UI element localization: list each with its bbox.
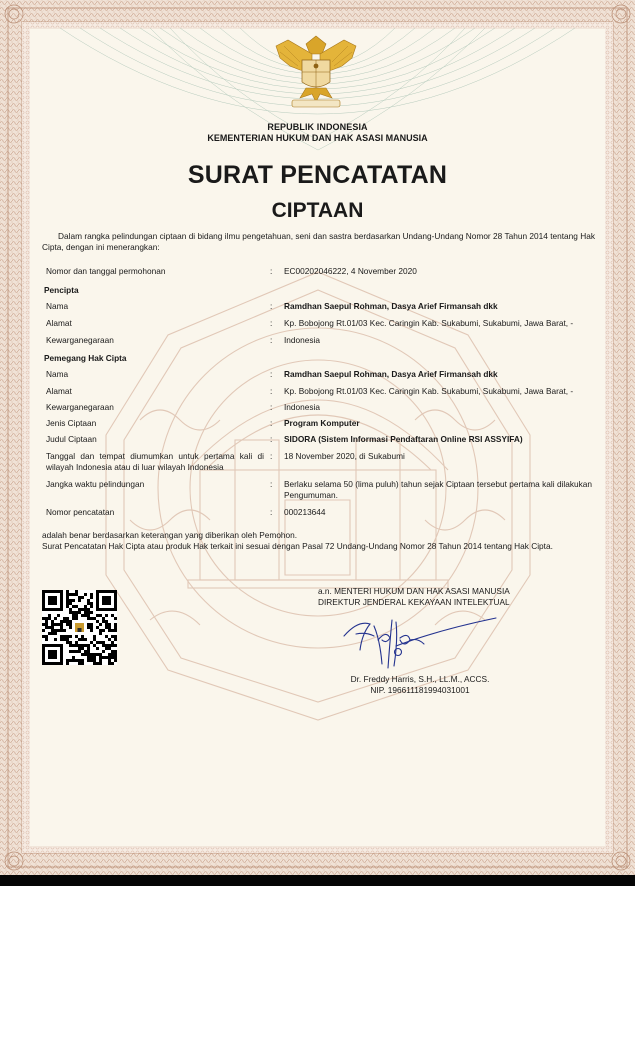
signatory-identity <box>300 674 540 696</box>
field-colon: : <box>270 369 273 379</box>
field-value: SIDORA (Sistem Informasi Pendaftaran Online RSI ASSYIFA) <box>284 434 523 444</box>
field-colon: : <box>270 301 273 311</box>
signatory-name: Dr. Freddy Harris, S.H., LL.M., ACCS. <box>350 674 490 684</box>
field-colon: : <box>270 335 273 345</box>
field-value: Indonesia <box>284 335 320 345</box>
field-value: Ramdhan Saepul Rohman, Dasya Arief Firmansah dkk <box>284 301 498 311</box>
document-subtitle: CIPTAAN <box>271 199 364 222</box>
qr-code[interactable] <box>42 590 117 665</box>
bottom-bar <box>0 875 635 886</box>
field-value: Program Komputer <box>284 418 360 428</box>
field-label: Jangka waktu pelindungan <box>46 479 145 489</box>
field-label: Kewarganegaraan <box>46 402 114 412</box>
field-colon: : <box>270 318 273 328</box>
header-republic: REPUBLIK INDONESIA <box>267 122 368 132</box>
field-colon: : <box>270 266 273 276</box>
field-label: Alamat <box>46 386 72 396</box>
field-colon: : <box>270 434 273 444</box>
intro-paragraph: Dalam rangka pelindungan ciptaan di bidang ilmu pengetahuan, seni dan sastra berdasarkan Undang-Undang Nomor 28 Tahun 2014 tentang Hak Cipta, dengan ini menerangkan: <box>42 231 595 252</box>
field-value: Indonesia <box>284 402 320 412</box>
field-value: Kp. Bobojong Rt.01/03 Kec. Caringin Kab. Sukabumi, Sukabumi, Jawa Barat, - <box>284 386 574 396</box>
field-colon: : <box>270 386 273 396</box>
field-value: Kp. Bobojong Rt.01/03 Kec. Caringin Kab. Sukabumi, Sukabumi, Jawa Barat, - <box>284 318 574 328</box>
field-value: 18 November 2020, di Sukabumi <box>284 451 405 461</box>
signature-icon <box>338 610 508 672</box>
signatory-title <box>318 586 510 608</box>
field-colon: : <box>270 418 273 428</box>
field-label: Nama <box>46 369 69 379</box>
field-colon: : <box>270 479 273 489</box>
closing-line-2: Surat Pencatatan Hak Cipta atau produk Hak terkait ini sesuai dengan Pasal 72 Undang-Undang Nomor 28 Tahun 2014 tentang Hak Cipta. <box>42 541 553 551</box>
closing-statement <box>42 530 602 552</box>
field-value: 000213644 <box>284 507 326 517</box>
field-label: Judul Ciptaan <box>46 434 97 444</box>
signatory-position: DIREKTUR JENDERAL KEKAYAAN INTELEKTUAL <box>318 597 510 607</box>
header-ministry: KEMENTERIAN HUKUM DAN HAK ASASI MANUSIA <box>207 133 428 143</box>
field-label: Nama <box>46 301 69 311</box>
field-label: Jenis Ciptaan <box>46 418 97 428</box>
field-label: Tanggal dan tempat diumumkan untuk pertama kali di wilayah Indonesia atau di luar wilayah Indonesia <box>46 451 264 472</box>
field-colon: : <box>270 507 273 517</box>
closing-line-1: adalah benar berdasarkan keterangan yang diberikan oleh Pemohon. <box>42 530 298 540</box>
field-value: EC00202046222, 4 November 2020 <box>284 266 417 276</box>
section-pencipta: Pencipta <box>44 285 79 295</box>
field-value: Ramdhan Saepul Rohman, Dasya Arief Firmansah dkk <box>284 369 498 379</box>
field-label: Nomor pencatatan <box>46 507 115 517</box>
document-title: SURAT PENCATATAN <box>187 161 448 189</box>
field-label: Alamat <box>46 318 72 328</box>
field-colon: : <box>270 402 273 412</box>
signatory-on-behalf: a.n. MENTERI HUKUM DAN HAK ASASI MANUSIA <box>318 586 510 596</box>
section-pemegang: Pemegang Hak Cipta <box>44 353 127 363</box>
signatory-nip: NIP. 196611181994031001 <box>370 685 470 695</box>
field-colon: : <box>270 451 273 461</box>
field-label: Nomor dan tanggal permohonan <box>46 266 166 276</box>
field-value: Berlaku selama 50 (lima puluh) tahun sejak Ciptaan tersebut pertama kali dilakukan Pengumuman. <box>284 479 592 500</box>
field-label: Kewarganegaraan <box>46 335 114 345</box>
